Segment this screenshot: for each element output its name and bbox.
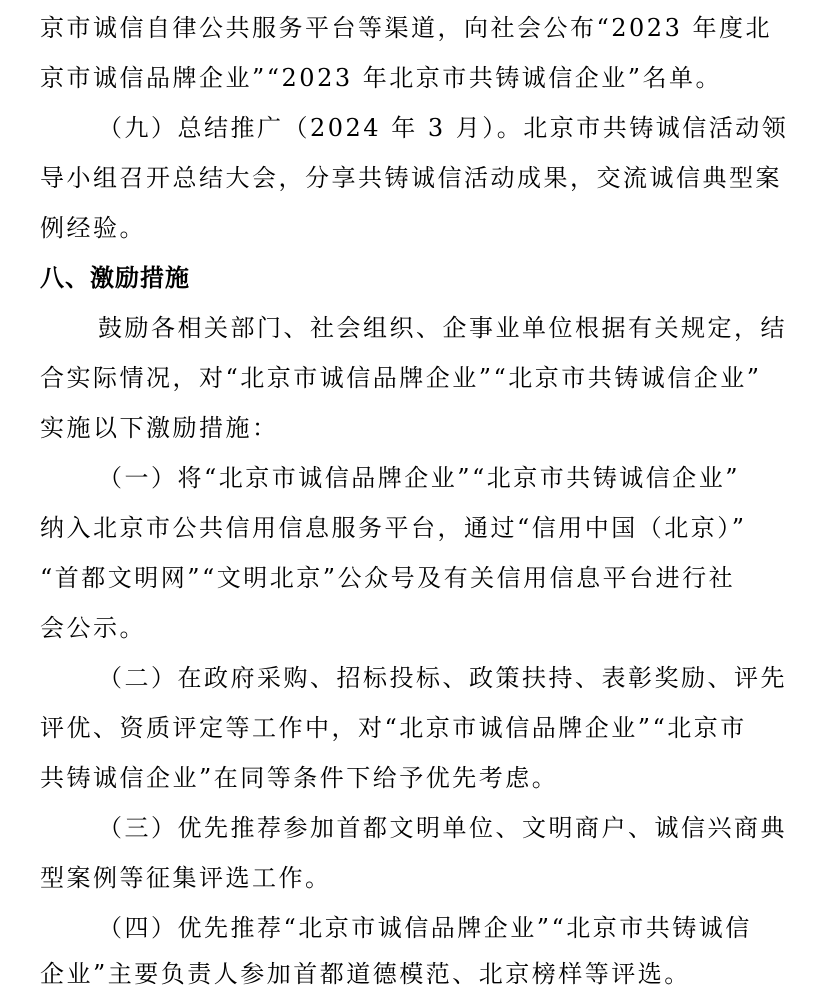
- text-line: 共铸诚信企业”在同等条件下给予优先考虑。: [40, 764, 559, 792]
- text-line: 例经验。: [40, 214, 146, 242]
- text-line: 导小组召开总结大会，分享共铸诚信活动成果，交流诚信典型案: [40, 164, 782, 192]
- paragraph-first-line: （九）总结推广（2024 年 3 月）。北京市共铸诚信活动领: [98, 114, 789, 142]
- text-line: 型案例等征集评选工作。: [40, 864, 332, 892]
- text-line: 纳入北京市公共信用信息服务平台，通过“信用中国（北京）”: [40, 514, 747, 542]
- section-heading: 八、激励措施: [40, 264, 190, 292]
- text-line: 评优、资质评定等工作中，对“北京市诚信品牌企业”“北京市: [40, 714, 747, 742]
- paragraph-first-line: （一）将“北京市诚信品牌企业”“北京市共铸诚信企业”: [98, 464, 741, 492]
- text-line: “首都文明网”“文明北京”公众号及有关信用信息平台进行社: [40, 564, 736, 592]
- text-line: 会公示。: [40, 614, 146, 642]
- paragraph-first-line: （二）在政府采购、招标投标、政策扶持、表彰奖励、评先: [98, 664, 787, 692]
- text-line: 实施以下激励措施：: [40, 414, 279, 442]
- paragraph-first-line: 鼓励各相关部门、社会组织、企事业单位根据有关规定，结: [98, 314, 787, 342]
- text-line: 京市诚信自律公共服务平台等渠道，向社会公布“2023 年度北: [40, 14, 772, 42]
- text-line: 合实际情况，对“北京市诚信品牌企业”“北京市共铸诚信企业”: [40, 364, 762, 392]
- text-line: 京市诚信品牌企业”“2023 年北京市共铸诚信企业”名单。: [40, 64, 723, 92]
- paragraph-first-line: （四）优先推荐“北京市诚信品牌企业”“北京市共铸诚信: [98, 914, 752, 942]
- paragraph-first-line: （三）优先推荐参加首都文明单位、文明商户、诚信兴商典: [98, 814, 787, 842]
- text-line: 企业”主要负责人参加首都道德模范、北京榜样等评选。: [40, 960, 691, 988]
